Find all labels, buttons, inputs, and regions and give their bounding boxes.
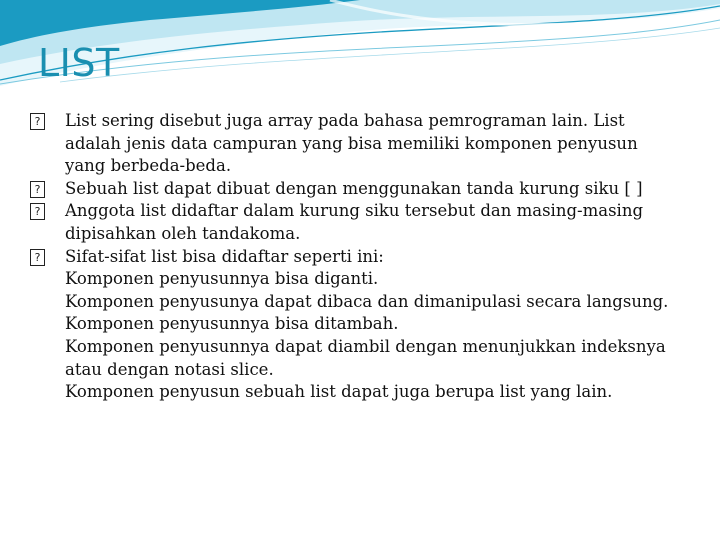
bullet-text: List sering disebut juga array pada bahasa pemrograman lain. List adalah jenis data campuran yang bisa memiliki komponen penyusun yang berbeda-beda. — [65, 111, 638, 176]
bullet-item — [30, 110, 670, 178]
bullet-item — [30, 246, 670, 269]
bullet-text: Sebuah list dapat dibuat dengan menggunakan tanda kurung siku [ ] — [65, 178, 643, 198]
unknown-glyph-box-icon: ? — [30, 181, 45, 198]
property-line: Komponen penyusunnya bisa diganti. — [65, 269, 379, 289]
unknown-glyph-box-icon: ? — [30, 249, 45, 266]
property-line: Komponen penyusunya dapat dibaca dan dimanipulasi secara langsung. — [65, 291, 669, 311]
bullet-text: Sifat-sifat list bisa didaftar seperti ini: — [65, 246, 384, 266]
unknown-glyph-box-icon: ? — [30, 203, 45, 220]
slide-body — [30, 110, 670, 404]
slide-title: LIST — [38, 41, 120, 85]
property-line: Komponen penyusunnya dapat diambil dengan menunjukkan indeksnya atau dengan notasi slice. — [65, 336, 666, 379]
property-line: Komponen penyusunnya bisa ditambah. — [65, 314, 399, 334]
bullet-item — [30, 178, 670, 201]
bullet-text: Anggota list didaftar dalam kurung siku tersebut dan masing-masing dipisahkan oleh tandakoma. — [65, 201, 644, 243]
bullet-item — [30, 200, 670, 245]
unknown-glyph-box-icon: ? — [30, 113, 45, 130]
property-line: Komponen penyusun sebuah list dapat juga berupa list yang lain. — [65, 382, 613, 402]
